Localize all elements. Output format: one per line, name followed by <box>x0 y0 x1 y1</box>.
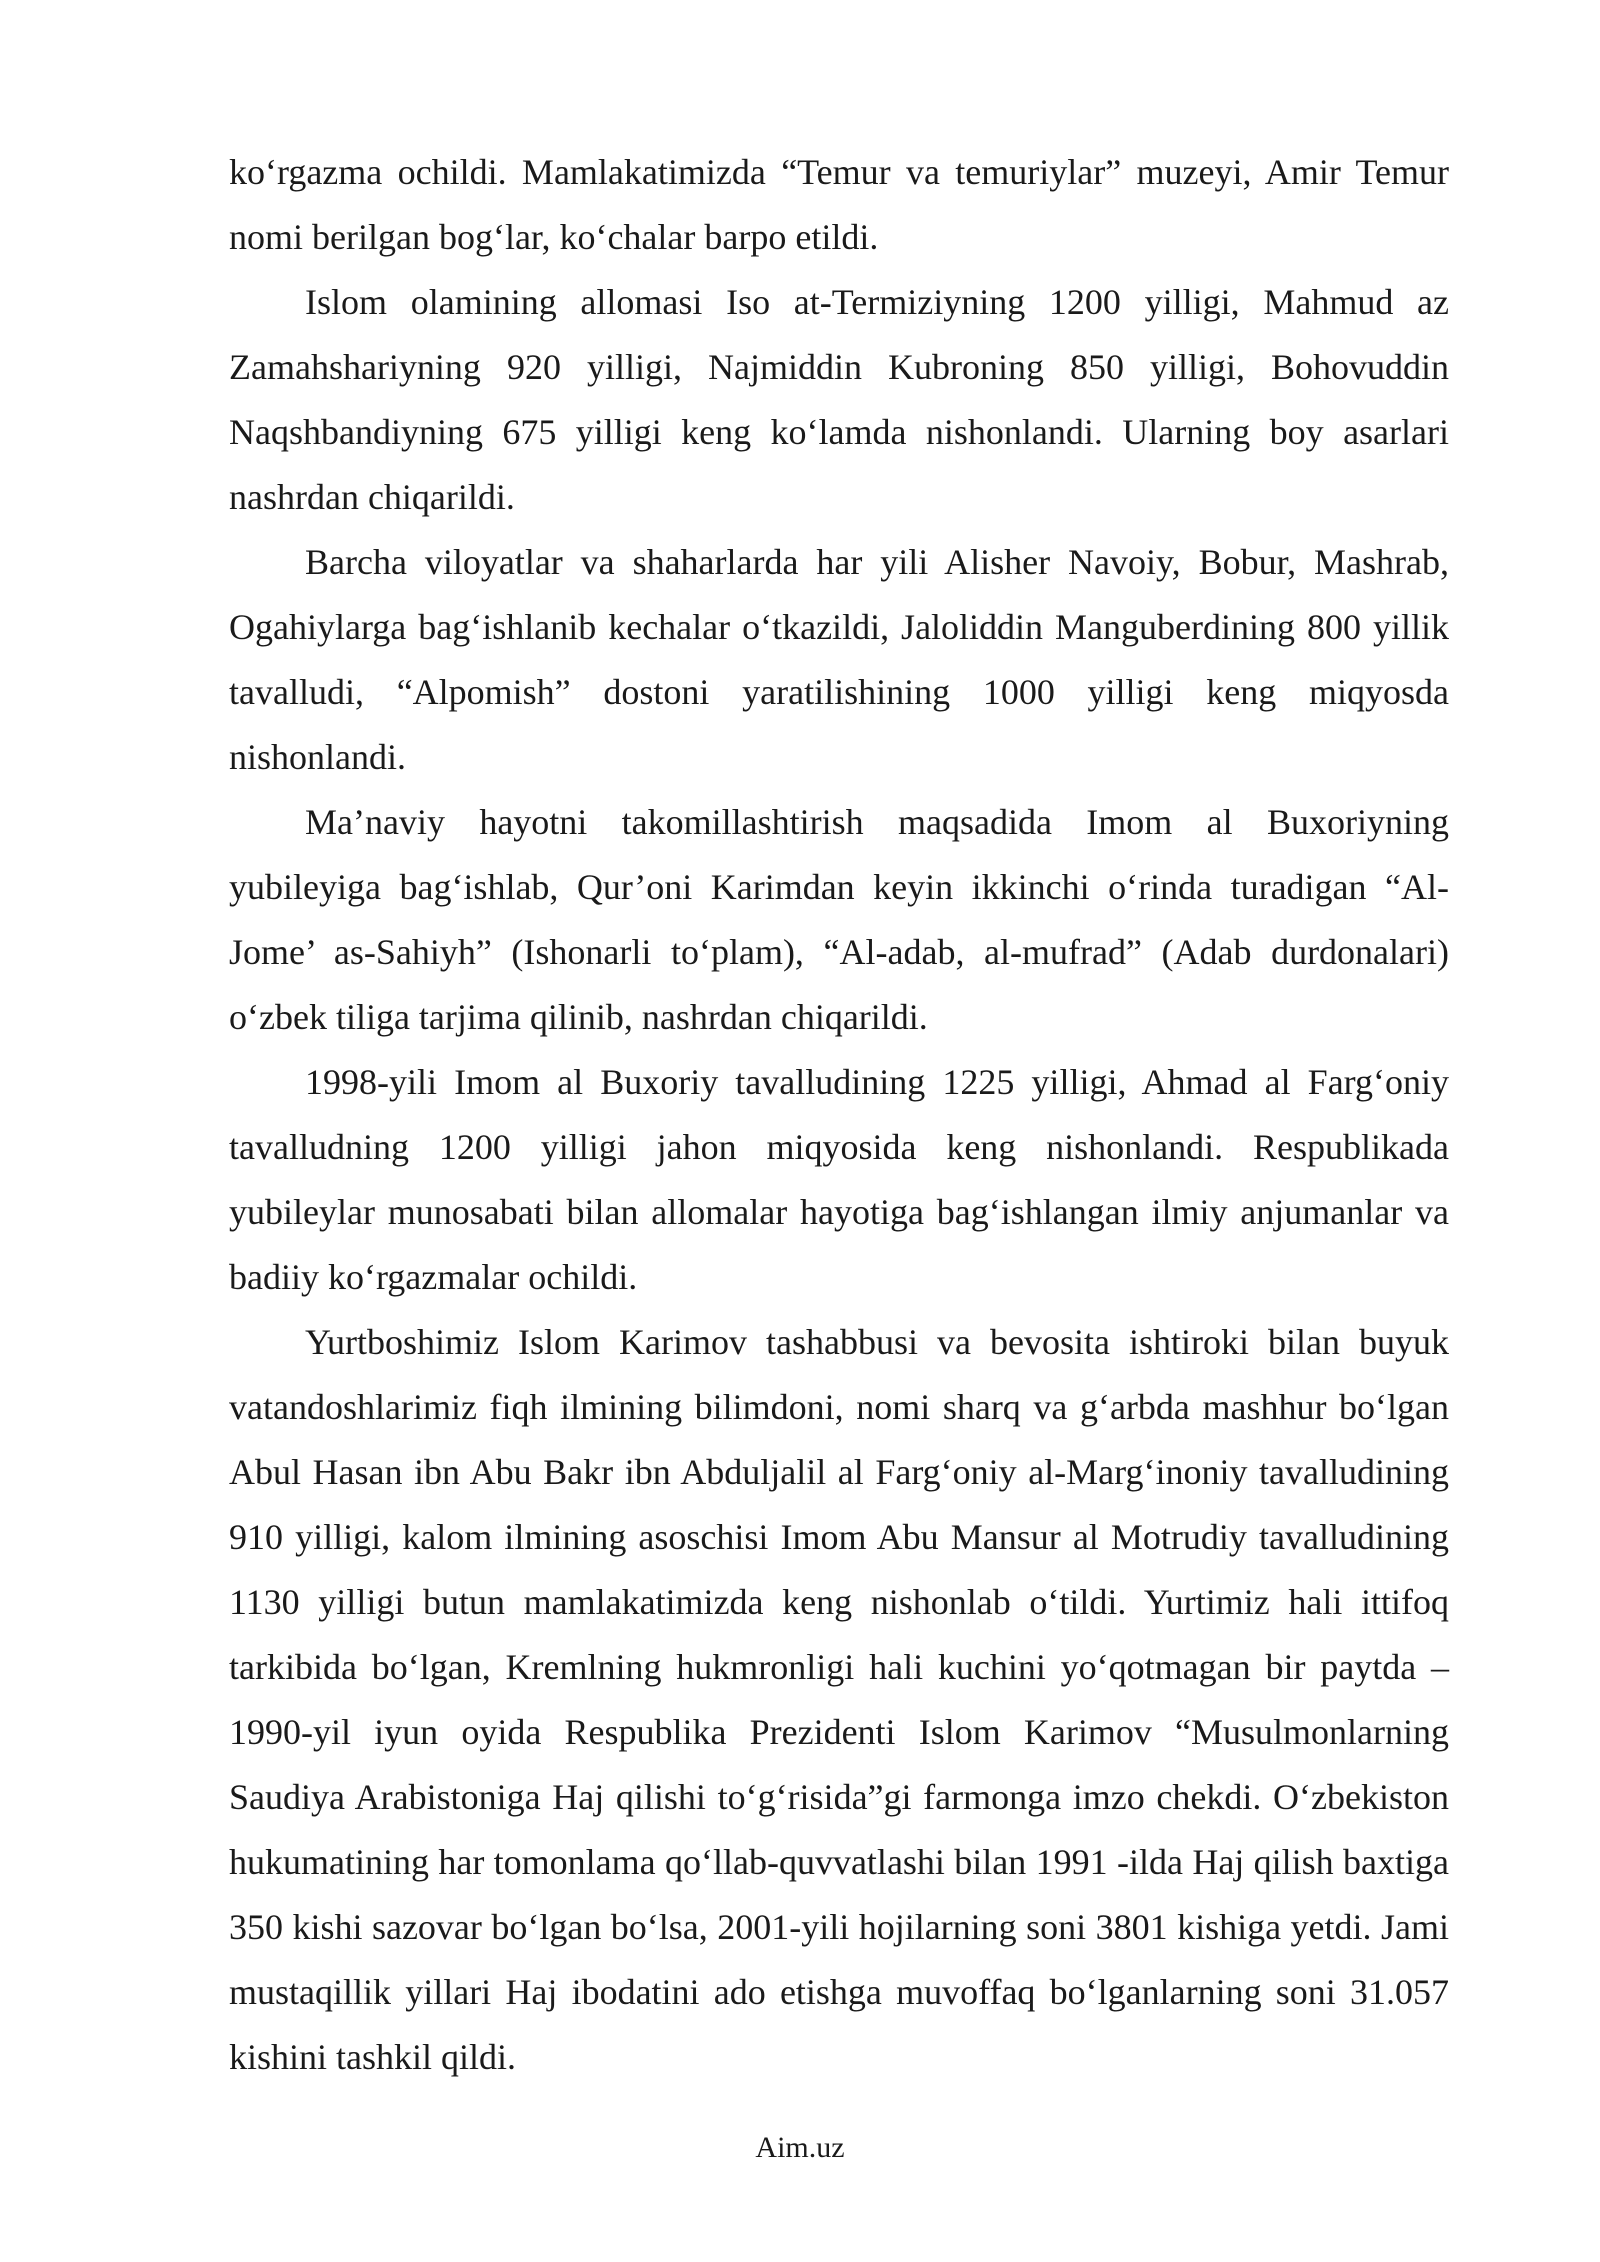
paragraph-buxoriy-translation: Ma’naviy hayotni takomillashtirish maqsadida Imom al Buxoriyning yubileyiga bag‘ishlab, Qur’oni Karimdan keyin ikkinchi o‘rinda turadigan “Al-Jome’ as-Sahiyh” (Ishonarli to‘plam), “Al-adab, al-mufrad” (Adab durdonalari) o‘zbek tiliga tarjima qilinib, nashrdan chiqarildi. <box>229 802 1449 1037</box>
page-footer: Aim.uz <box>755 2131 845 2164</box>
paragraph-haj: Yurtboshimiz Islom Karimov tashabbusi va bevosita ishtiroki bilan buyuk vatandoshlarimiz fiqh ilmining bilimdoni, nomi sharq va g‘arbda mashhur bo‘lgan Abul Hasan ibn Abu Bakr ibn Abduljalil al Farg‘oniy al-Marg‘inoniy tavalludining 910 yilligi, kalom ilmining asoschisi Imom Abu Mansur al Motrudiy tavalludining 1130 yilligi butun mamlakatimizda keng nishonlab o‘tildi. Yurtimiz hali ittifoq tarkibida bo‘lgan, Kremlning hukmronligi hali kuchini yo‘qotmagan bir paytda – 1990-yil iyun oyida Respublika Prezidenti Islom Karimov “Musulmonlarning Saudiya Arabistoniga Haj qilishi to‘g‘risida”gi farmonga imzo chekdi. O‘zbekiston hukumatining har tomonlama qo‘llab-quvvatlashi bilan 1991 -ilda Haj qilish baxtiga 350 kishi sazovar bo‘lgan bo‘lsa, 2001-yili hojilarning soni 3801 kishiga yetdi. Jami mustaqillik yillari Haj ibodatini ado etishga muvoffaq bo‘lganlarning soni 31.057 kishini tashkil qildi. <box>229 1322 1449 2077</box>
paragraph-termiziy: Islom olamining allomasi Iso at-Termiziyning 1200 yilligi, Mahmud az Zamahshariyning 920 yilligi, Najmiddin Kubroning 850 yilligi, Bohovuddin Naqshbandiyning 675 yilligi keng ko‘lamda nishonlandi. Ularning boy asarlari nashrdan chiqarildi. <box>229 282 1449 517</box>
paragraph-continuation: ko‘rgazma ochildi. Mamlakatimizda “Temur va temuriylar” muzeyi, Amir Temur nomi berilgan bog‘lar, ko‘chalar barpo etildi. <box>229 152 1449 257</box>
paragraph-navoiy: Barcha viloyatlar va shaharlarda har yili Alisher Navoiy, Bobur, Mashrab, Ogahiylarga bag‘ishlanib kechalar o‘tkazildi, Jaloliddin Manguberdining 800 yillik tavalludi, “Alpomish” dostoni yaratilishining 1000 yilligi keng miqyosda nishonlandi. <box>229 542 1449 777</box>
document-body <box>229 140 1449 2090</box>
paragraph-1998-jubilee: 1998-yili Imom al Buxoriy tavalludining 1225 yilligi, Ahmad al Farg‘oniy tavalludning 1200 yilligi jahon miqyosida keng nishonlandi. Respublikada yubileylar munosabati bilan allomalar hayotiga bag‘ishlangan ilmiy anjumanlar va badiiy ko‘rgazmalar ochildi. <box>229 1062 1449 1297</box>
